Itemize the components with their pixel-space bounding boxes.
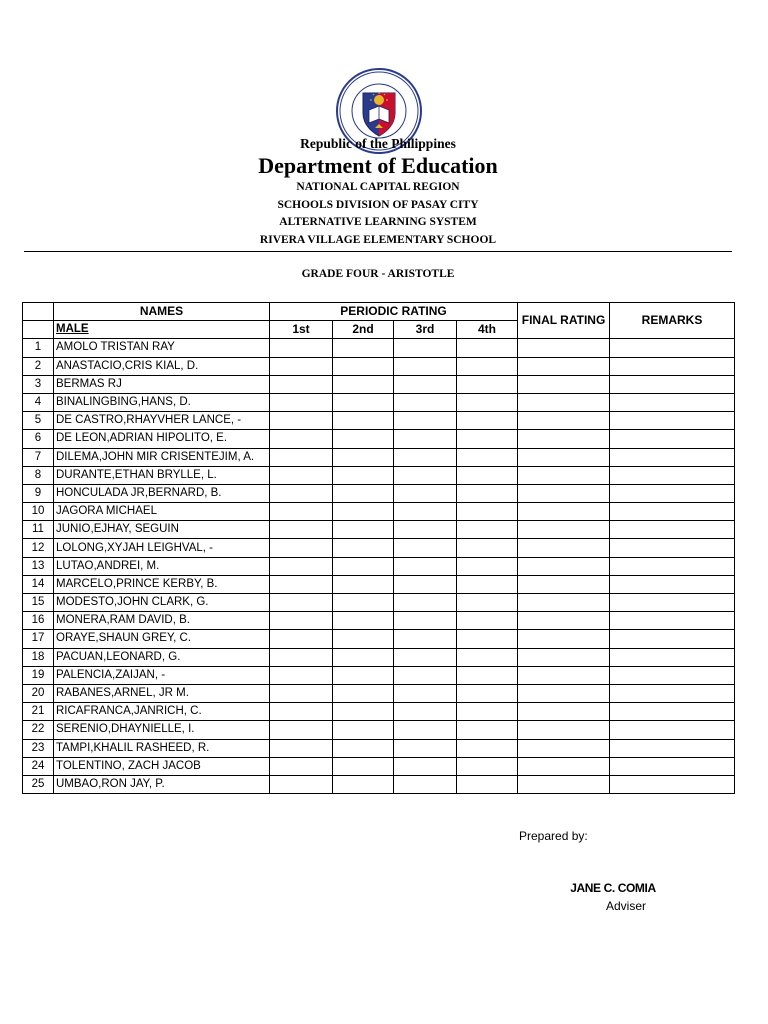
header-divider — [24, 251, 732, 252]
rating-4th-cell[interactable] — [457, 630, 518, 648]
quarter-header-4th: 4th — [457, 321, 518, 339]
signatory-role: Adviser — [605, 899, 646, 913]
student-name: BINALINGBING,HANS, D. — [54, 393, 270, 411]
final-rating-cell[interactable] — [518, 594, 610, 612]
prepared-by-label: Prepared by: — [519, 829, 588, 843]
student-name: DE LEON,ADRIAN HIPOLITO, E. — [54, 430, 270, 448]
table-row — [23, 412, 735, 430]
table-row — [23, 466, 735, 484]
rating-1st-cell[interactable] — [270, 448, 333, 466]
rating-1st-cell[interactable] — [270, 703, 333, 721]
rating-2nd-cell[interactable] — [333, 375, 394, 393]
rating-3rd-cell[interactable] — [394, 430, 457, 448]
remarks-cell[interactable] — [610, 703, 735, 721]
rating-1st-cell[interactable] — [270, 666, 333, 684]
rating-4th-cell[interactable] — [457, 557, 518, 575]
rating-3rd-cell[interactable] — [394, 393, 457, 411]
rating-1st-cell[interactable] — [270, 739, 333, 757]
row-number: 22 — [23, 721, 54, 739]
row-number: 23 — [23, 739, 54, 757]
student-name: TOLENTINO, ZACH JACOB — [54, 757, 270, 775]
rating-4th-cell[interactable] — [457, 375, 518, 393]
student-name: RABANES,ARNEL, JR M. — [54, 684, 270, 702]
row-number: 11 — [23, 521, 54, 539]
rating-4th-cell[interactable] — [457, 393, 518, 411]
rating-4th-cell[interactable] — [457, 575, 518, 593]
rating-1st-cell[interactable] — [270, 557, 333, 575]
rating-2nd-cell[interactable] — [333, 339, 394, 357]
rating-3rd-cell[interactable] — [394, 339, 457, 357]
rating-4th-cell[interactable] — [457, 721, 518, 739]
row-number: 19 — [23, 666, 54, 684]
rating-2nd-cell[interactable] — [333, 503, 394, 521]
quarter-header-2nd: 2nd — [333, 321, 394, 339]
remarks-cell[interactable] — [610, 466, 735, 484]
final-rating-cell[interactable] — [518, 557, 610, 575]
rating-2nd-cell[interactable] — [333, 357, 394, 375]
student-name: ORAYE,SHAUN GREY, C. — [54, 630, 270, 648]
rating-4th-cell[interactable] — [457, 412, 518, 430]
rating-1st-cell[interactable] — [270, 503, 333, 521]
rating-1st-cell[interactable] — [270, 648, 333, 666]
table-row — [23, 430, 735, 448]
student-name: RICAFRANCA,JANRICH, C. — [54, 703, 270, 721]
row-number: 16 — [23, 612, 54, 630]
rating-4th-cell[interactable] — [457, 448, 518, 466]
table-row — [23, 339, 735, 357]
remarks-header: REMARKS — [610, 303, 735, 339]
rating-2nd-cell[interactable] — [333, 594, 394, 612]
rating-2nd-cell[interactable] — [333, 775, 394, 793]
rating-4th-cell[interactable] — [457, 430, 518, 448]
remarks-cell[interactable] — [610, 539, 735, 557]
remarks-cell[interactable] — [610, 739, 735, 757]
table-row — [23, 448, 735, 466]
table-row — [23, 775, 735, 793]
remarks-cell[interactable] — [610, 612, 735, 630]
rating-2nd-cell[interactable] — [333, 612, 394, 630]
rating-2nd-cell[interactable] — [333, 430, 394, 448]
rating-3rd-cell[interactable] — [394, 357, 457, 375]
row-number: 13 — [23, 557, 54, 575]
remarks-cell[interactable] — [610, 575, 735, 593]
final-rating-cell[interactable] — [518, 684, 610, 702]
student-name: PALENCIA,ZAIJAN, - — [54, 666, 270, 684]
rating-2nd-cell[interactable] — [333, 393, 394, 411]
student-name: DE CASTRO,RHAYVHER LANCE, - — [54, 412, 270, 430]
table-row — [23, 648, 735, 666]
table-row — [23, 484, 735, 502]
grade-section-heading: GRADE FOUR - ARISTOTLE — [301, 268, 455, 280]
table-row — [23, 703, 735, 721]
rating-4th-cell[interactable] — [457, 466, 518, 484]
rating-2nd-cell[interactable] — [333, 521, 394, 539]
rating-3rd-cell[interactable] — [394, 666, 457, 684]
rating-1st-cell[interactable] — [270, 412, 333, 430]
grades-table-body — [23, 303, 735, 794]
remarks-cell[interactable] — [610, 375, 735, 393]
remarks-cell[interactable] — [610, 503, 735, 521]
student-name: HONCULADA JR,BERNARD, B. — [54, 484, 270, 502]
rating-2nd-cell[interactable] — [333, 412, 394, 430]
table-row — [23, 721, 735, 739]
rating-2nd-cell[interactable] — [333, 684, 394, 702]
final-rating-cell[interactable] — [518, 630, 610, 648]
row-number: 3 — [23, 375, 54, 393]
student-name: UMBAO,RON JAY, P. — [54, 775, 270, 793]
number-header-cell — [23, 303, 54, 321]
student-name: DILEMA,JOHN MIR CRISENTEJIM, A. — [54, 448, 270, 466]
remarks-cell[interactable] — [610, 721, 735, 739]
rating-3rd-cell[interactable] — [394, 521, 457, 539]
rating-4th-cell[interactable] — [457, 484, 518, 502]
rating-4th-cell[interactable] — [457, 666, 518, 684]
table-row — [23, 684, 735, 702]
quarter-header-3rd: 3rd — [394, 321, 457, 339]
quarter-header-1st: 1st — [270, 321, 333, 339]
region-heading: NATIONAL CAPITAL REGION — [296, 181, 460, 193]
rating-3rd-cell[interactable] — [394, 448, 457, 466]
rating-4th-cell[interactable] — [457, 539, 518, 557]
row-number: 21 — [23, 703, 54, 721]
school-heading: RIVERA VILLAGE ELEMENTARY SCHOOL — [259, 234, 497, 246]
final-rating-cell[interactable] — [518, 539, 610, 557]
final-rating-cell[interactable] — [518, 703, 610, 721]
rating-1st-cell[interactable] — [270, 684, 333, 702]
student-name: JAGORA MICHAEL — [54, 503, 270, 521]
rating-3rd-cell[interactable] — [394, 503, 457, 521]
remarks-cell[interactable] — [610, 775, 735, 793]
table-row — [23, 357, 735, 375]
student-name: LOLONG,XYJAH LEIGHVAL, - — [54, 539, 270, 557]
rating-1st-cell[interactable] — [270, 539, 333, 557]
number-subheader-cell — [23, 321, 54, 339]
rating-2nd-cell[interactable] — [333, 757, 394, 775]
rating-3rd-cell[interactable] — [394, 684, 457, 702]
rating-1st-cell[interactable] — [270, 594, 333, 612]
remarks-cell[interactable] — [610, 684, 735, 702]
row-number: 15 — [23, 594, 54, 612]
row-number: 9 — [23, 484, 54, 502]
rating-4th-cell[interactable] — [457, 739, 518, 757]
signatory-name: JANE C. COMIA — [570, 881, 656, 895]
rating-2nd-cell[interactable] — [333, 448, 394, 466]
rating-3rd-cell[interactable] — [394, 648, 457, 666]
student-name: BERMAS RJ — [54, 375, 270, 393]
final-rating-cell[interactable] — [518, 484, 610, 502]
final-rating-cell[interactable] — [518, 612, 610, 630]
student-name: DURANTE,ETHAN BRYLLE, L. — [54, 466, 270, 484]
rating-1st-cell[interactable] — [270, 430, 333, 448]
rating-1st-cell[interactable] — [270, 339, 333, 357]
rating-4th-cell[interactable] — [457, 594, 518, 612]
remarks-cell[interactable] — [610, 594, 735, 612]
remarks-cell[interactable] — [610, 484, 735, 502]
row-number: 4 — [23, 393, 54, 411]
final-rating-cell[interactable] — [518, 575, 610, 593]
final-rating-cell[interactable] — [518, 757, 610, 775]
remarks-cell[interactable] — [610, 357, 735, 375]
table-row — [23, 393, 735, 411]
table-row — [23, 557, 735, 575]
row-number: 12 — [23, 539, 54, 557]
rating-2nd-cell[interactable] — [333, 721, 394, 739]
names-header: NAMES — [54, 303, 270, 321]
remarks-cell[interactable] — [610, 339, 735, 357]
rating-2nd-cell[interactable] — [333, 630, 394, 648]
remarks-cell[interactable] — [610, 412, 735, 430]
division-heading: SCHOOLS DIVISION OF PASAY CITY — [277, 199, 479, 211]
table-row — [23, 630, 735, 648]
periodic-rating-header: PERIODIC RATING — [270, 303, 518, 321]
student-name: MARCELO,PRINCE KERBY, B. — [54, 575, 270, 593]
rating-4th-cell[interactable] — [457, 612, 518, 630]
final-rating-cell[interactable] — [518, 648, 610, 666]
rating-3rd-cell[interactable] — [394, 412, 457, 430]
row-number: 25 — [23, 775, 54, 793]
rating-3rd-cell[interactable] — [394, 594, 457, 612]
rating-3rd-cell[interactable] — [394, 466, 457, 484]
final-rating-cell[interactable] — [518, 357, 610, 375]
row-number: 8 — [23, 466, 54, 484]
final-rating-cell[interactable] — [518, 775, 610, 793]
row-number: 24 — [23, 757, 54, 775]
remarks-cell[interactable] — [610, 521, 735, 539]
rating-3rd-cell[interactable] — [394, 539, 457, 557]
final-rating-header: FINAL RATING — [518, 303, 610, 339]
student-name: PACUAN,LEONARD, G. — [54, 648, 270, 666]
row-number: 6 — [23, 430, 54, 448]
rating-1st-cell[interactable] — [270, 466, 333, 484]
republic-heading: Republic of the Philippines — [300, 136, 456, 151]
remarks-cell[interactable] — [610, 757, 735, 775]
rating-1st-cell[interactable] — [270, 630, 333, 648]
table-row — [23, 612, 735, 630]
rating-3rd-cell[interactable] — [394, 612, 457, 630]
rating-3rd-cell[interactable] — [394, 375, 457, 393]
rating-2nd-cell[interactable] — [333, 484, 394, 502]
group-label-male: MALE — [54, 321, 270, 339]
rating-3rd-cell[interactable] — [394, 775, 457, 793]
remarks-cell[interactable] — [610, 630, 735, 648]
table-row — [23, 757, 735, 775]
student-name: MODESTO,JOHN CLARK, G. — [54, 594, 270, 612]
rating-1st-cell[interactable] — [270, 757, 333, 775]
rating-1st-cell[interactable] — [270, 521, 333, 539]
remarks-cell[interactable] — [610, 666, 735, 684]
student-name: ANASTACIO,CRIS KIAL, D. — [54, 357, 270, 375]
table-header-row — [23, 303, 735, 321]
rating-2nd-cell[interactable] — [333, 666, 394, 684]
student-name: SERENIO,DHAYNIELLE, I. — [54, 721, 270, 739]
row-number: 2 — [23, 357, 54, 375]
rating-4th-cell[interactable] — [457, 339, 518, 357]
final-rating-cell[interactable] — [518, 393, 610, 411]
rating-1st-cell[interactable] — [270, 393, 333, 411]
table-row — [23, 503, 735, 521]
table-row — [23, 375, 735, 393]
remarks-cell[interactable] — [610, 648, 735, 666]
rating-4th-cell[interactable] — [457, 503, 518, 521]
row-number: 14 — [23, 575, 54, 593]
rating-3rd-cell[interactable] — [394, 630, 457, 648]
rating-1st-cell[interactable] — [270, 775, 333, 793]
rating-1st-cell[interactable] — [270, 721, 333, 739]
rating-1st-cell[interactable] — [270, 357, 333, 375]
rating-4th-cell[interactable] — [457, 521, 518, 539]
rating-4th-cell[interactable] — [457, 684, 518, 702]
final-rating-cell[interactable] — [518, 448, 610, 466]
final-rating-cell[interactable] — [518, 521, 610, 539]
row-number: 1 — [23, 339, 54, 357]
remarks-cell[interactable] — [610, 393, 735, 411]
rating-1st-cell[interactable] — [270, 484, 333, 502]
rating-2nd-cell[interactable] — [333, 575, 394, 593]
rating-1st-cell[interactable] — [270, 575, 333, 593]
rating-3rd-cell[interactable] — [394, 721, 457, 739]
student-name: LUTAO,ANDREI, M. — [54, 557, 270, 575]
final-rating-cell[interactable] — [518, 666, 610, 684]
row-number: 20 — [23, 684, 54, 702]
row-number: 10 — [23, 503, 54, 521]
table-row — [23, 521, 735, 539]
student-name: AMOLO TRISTAN RAY — [54, 339, 270, 357]
rating-4th-cell[interactable] — [457, 775, 518, 793]
rating-3rd-cell[interactable] — [394, 575, 457, 593]
rating-2nd-cell[interactable] — [333, 557, 394, 575]
student-name: MONERA,RAM DAVID, B. — [54, 612, 270, 630]
rating-1st-cell[interactable] — [270, 375, 333, 393]
final-rating-cell[interactable] — [518, 375, 610, 393]
final-rating-cell[interactable] — [518, 739, 610, 757]
rating-3rd-cell[interactable] — [394, 739, 457, 757]
table-row — [23, 539, 735, 557]
final-rating-cell[interactable] — [518, 466, 610, 484]
student-name: JUNIO,EJHAY, SEGUIN — [54, 521, 270, 539]
rating-1st-cell[interactable] — [270, 612, 333, 630]
rating-3rd-cell[interactable] — [394, 484, 457, 502]
remarks-cell[interactable] — [610, 557, 735, 575]
rating-2nd-cell[interactable] — [333, 539, 394, 557]
table-row — [23, 739, 735, 757]
rating-2nd-cell[interactable] — [333, 648, 394, 666]
rating-4th-cell[interactable] — [457, 757, 518, 775]
rating-2nd-cell[interactable] — [333, 739, 394, 757]
row-number: 5 — [23, 412, 54, 430]
rating-2nd-cell[interactable] — [333, 703, 394, 721]
row-number: 18 — [23, 648, 54, 666]
table-row — [23, 575, 735, 593]
row-number: 7 — [23, 448, 54, 466]
student-name: TAMPI,KHALIL RASHEED, R. — [54, 739, 270, 757]
table-row — [23, 594, 735, 612]
remarks-cell[interactable] — [610, 430, 735, 448]
rating-3rd-cell[interactable] — [394, 757, 457, 775]
rating-4th-cell[interactable] — [457, 648, 518, 666]
final-rating-cell[interactable] — [518, 503, 610, 521]
table-row — [23, 666, 735, 684]
remarks-cell[interactable] — [610, 448, 735, 466]
rating-3rd-cell[interactable] — [394, 703, 457, 721]
rating-3rd-cell[interactable] — [394, 557, 457, 575]
program-heading: ALTERNATIVE LEARNING SYSTEM — [279, 216, 477, 228]
department-title: Department of Education — [258, 153, 498, 178]
final-rating-cell[interactable] — [518, 412, 610, 430]
row-number: 17 — [23, 630, 54, 648]
rating-2nd-cell[interactable] — [333, 466, 394, 484]
rating-4th-cell[interactable] — [457, 703, 518, 721]
grades-table — [22, 302, 735, 794]
final-rating-cell[interactable] — [518, 339, 610, 357]
rating-4th-cell[interactable] — [457, 357, 518, 375]
final-rating-cell[interactable] — [518, 430, 610, 448]
final-rating-cell[interactable] — [518, 721, 610, 739]
